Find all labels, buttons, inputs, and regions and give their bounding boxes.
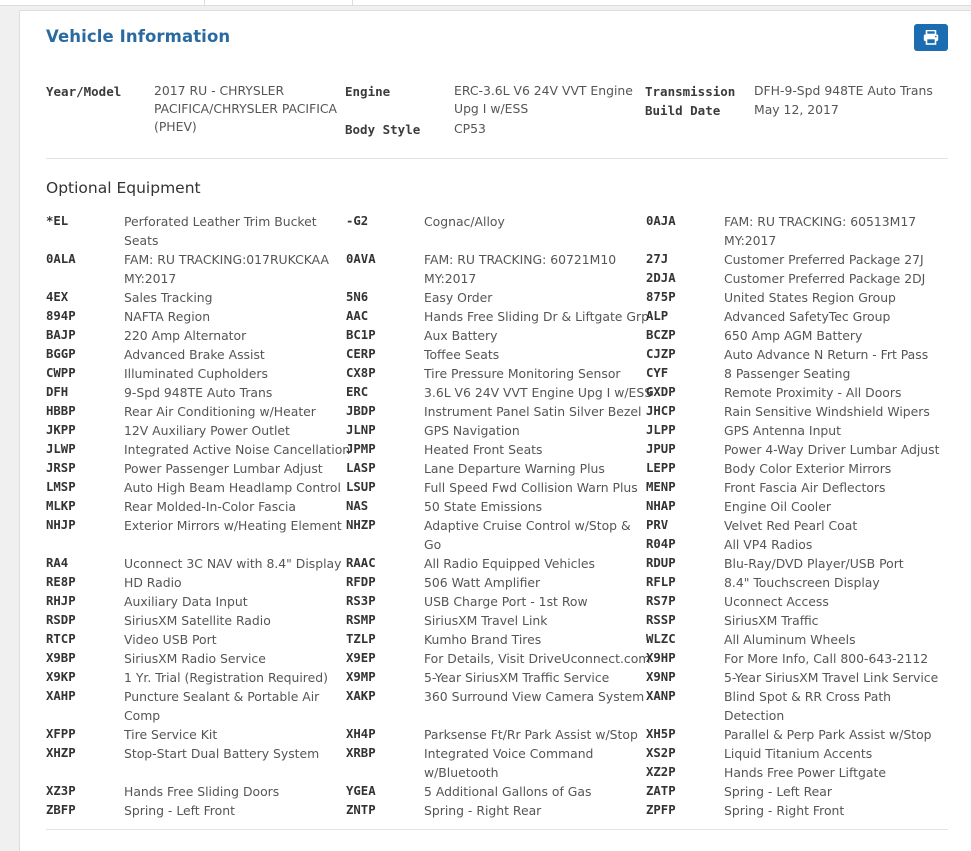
equipment-code: 894P xyxy=(46,309,76,323)
year-model-line: (PHEV) xyxy=(154,119,197,134)
equipment-code: LMSP xyxy=(46,480,76,494)
equipment-code: LASP xyxy=(346,461,376,475)
equipment-code: JLNP xyxy=(346,423,376,437)
divider xyxy=(46,158,948,159)
equipment-code: RE8P xyxy=(46,575,76,589)
equipment-code: 0AJA xyxy=(646,214,676,228)
equipment-code: ERC xyxy=(346,385,369,399)
top-divider xyxy=(352,0,353,5)
top-divider xyxy=(204,0,205,5)
engine-label: Engine xyxy=(345,84,391,99)
equipment-code: RSMP xyxy=(346,613,376,627)
equipment-code: BCZP xyxy=(646,328,676,342)
equipment-description: Comp xyxy=(124,708,161,723)
equipment-code: RSDP xyxy=(46,613,76,627)
equipment-description: All Aluminum Wheels xyxy=(724,632,856,647)
equipment-description: Spring - Left Front xyxy=(124,803,235,818)
build-date-value: May 12, 2017 xyxy=(754,102,839,117)
equipment-description: 5-Year SiriusXM Travel Link Service xyxy=(724,670,939,685)
equipment-description: Advanced Brake Assist xyxy=(124,347,265,362)
equipment-description: Spring - Right Front xyxy=(724,803,845,818)
equipment-description: Rain Sensitive Windshield Wipers xyxy=(724,404,930,419)
equipment-code: WLZC xyxy=(646,632,676,646)
equipment-code: BC1P xyxy=(346,328,376,342)
equipment-description: Adaptive Cruise Control w/Stop & xyxy=(424,518,631,533)
equipment-description: Full Speed Fwd Collision Warn Plus xyxy=(424,480,638,495)
equipment-description: FAM: RU TRACKING: 60513M17 xyxy=(724,214,917,229)
equipment-code: 0ALA xyxy=(46,252,76,266)
body-style-label: Body Style xyxy=(345,122,421,137)
year-model-value xyxy=(154,82,337,136)
equipment-description: Uconnect 3C NAV with 8.4" Display xyxy=(124,556,342,571)
equipment-code: YGEA xyxy=(346,784,376,798)
equipment-code: DFH xyxy=(46,385,69,399)
equipment-code: ZNTP xyxy=(346,803,376,817)
equipment-description: Integrated Active Noise Cancellation xyxy=(124,442,351,457)
equipment-description: Tire Pressure Monitoring Sensor xyxy=(424,366,621,381)
optional-equipment-heading: Optional Equipment xyxy=(46,179,201,197)
equipment-code: TZLP xyxy=(346,632,376,646)
year-model-line: 2017 RU - CHRYSLER xyxy=(154,83,285,98)
equipment-description: Spring - Right Rear xyxy=(424,803,542,818)
equipment-description: FAM: RU TRACKING: 60721M10 xyxy=(424,252,617,267)
engine-line: ERC-3.6L V6 24V VVT Engine xyxy=(454,83,633,98)
equipment-code: XH4P xyxy=(346,727,376,741)
top-strip xyxy=(0,0,971,6)
equipment-code: JRSP xyxy=(46,461,76,475)
equipment-code: JKPP xyxy=(46,423,76,437)
equipment-description: USB Charge Port - 1st Row xyxy=(424,594,588,609)
equipment-code: RS3P xyxy=(346,594,376,608)
equipment-code: XS2P xyxy=(646,746,676,760)
equipment-code: X9EP xyxy=(346,651,376,665)
equipment-code: XZ3P xyxy=(46,784,76,798)
equipment-description: Uconnect Access xyxy=(724,594,829,609)
equipment-code: CYF xyxy=(646,366,669,380)
year-model-line: PACIFICA/CHRYSLER PACIFICA xyxy=(154,101,337,116)
equipment-description: Blind Spot & RR Cross Path xyxy=(724,689,892,704)
equipment-code: 2DJA xyxy=(646,271,676,285)
year-model-label: Year/Model xyxy=(46,84,122,99)
equipment-description: Lane Departure Warning Plus xyxy=(424,461,605,476)
equipment-code: CJZP xyxy=(646,347,676,361)
equipment-code: -G2 xyxy=(346,214,369,228)
equipment-description: Stop-Start Dual Battery System xyxy=(124,746,320,761)
equipment-description: Remote Proximity - All Doors xyxy=(724,385,902,400)
equipment-description: Front Fascia Air Deflectors xyxy=(724,480,886,495)
equipment-description: Advanced SafetyTec Group xyxy=(724,309,891,324)
equipment-code: RFDP xyxy=(346,575,376,589)
equipment-description: 650 Amp AGM Battery xyxy=(724,328,863,343)
equipment-description: w/Bluetooth xyxy=(424,765,499,780)
equipment-code: ZBFP xyxy=(46,803,76,817)
equipment-description: For Details, Visit DriveUconnect.com xyxy=(424,651,651,666)
equipment-description: NAFTA Region xyxy=(124,309,211,324)
equipment-description: 1 Yr. Trial (Registration Required) xyxy=(124,670,328,685)
equipment-code: RSSP xyxy=(646,613,676,627)
equipment-description: Aux Battery xyxy=(424,328,498,343)
equipment-code: RHJP xyxy=(46,594,76,608)
equipment-code: X9MP xyxy=(346,670,376,684)
equipment-code: JPMP xyxy=(346,442,376,456)
equipment-description: United States Region Group xyxy=(724,290,896,305)
equipment-description: Toffee Seats xyxy=(424,347,500,362)
equipment-code: MENP xyxy=(646,480,676,494)
divider xyxy=(46,829,948,830)
equipment-code: BAJP xyxy=(46,328,76,342)
equipment-code: BGGP xyxy=(46,347,76,361)
equipment-description: Perforated Leather Trim Bucket xyxy=(124,214,317,229)
equipment-description: Liquid Titanium Accents xyxy=(724,746,873,761)
equipment-code: R04P xyxy=(646,537,676,551)
equipment-code: X9BP xyxy=(46,651,76,665)
vehicle-info-card xyxy=(19,10,971,851)
equipment-description: SiriusXM Travel Link xyxy=(424,613,548,628)
equipment-description: Velvet Red Pearl Coat xyxy=(724,518,858,533)
equipment-description: 50 State Emissions xyxy=(424,499,543,514)
equipment-description: 360 Surround View Camera System xyxy=(424,689,645,704)
equipment-code: LSUP xyxy=(346,480,376,494)
print-button[interactable] xyxy=(914,24,948,51)
equipment-description: 220 Amp Alternator xyxy=(124,328,247,343)
engine-value xyxy=(454,82,633,118)
equipment-code: X9NP xyxy=(646,670,676,684)
equipment-description: 5 Additional Gallons of Gas xyxy=(424,784,592,799)
equipment-code: XAHP xyxy=(46,689,76,703)
equipment-code: JPUP xyxy=(646,442,676,456)
printer-icon xyxy=(923,30,939,45)
equipment-code: 5N6 xyxy=(346,290,369,304)
equipment-code: CWPP xyxy=(46,366,76,380)
equipment-description: Exterior Mirrors w/Heating Element xyxy=(124,518,342,533)
equipment-description: Seats xyxy=(124,233,159,248)
equipment-code: RDUP xyxy=(646,556,676,570)
equipment-description: Go xyxy=(424,537,442,552)
equipment-code: XH5P xyxy=(646,727,676,741)
equipment-description: 12V Auxiliary Power Outlet xyxy=(124,423,290,438)
equipment-description: Customer Preferred Package 27J xyxy=(724,252,924,267)
engine-line: Upg I w/ESS xyxy=(454,101,529,116)
equipment-description: 9-Spd 948TE Auto Trans xyxy=(124,385,273,400)
build-date-label: Build Date xyxy=(645,103,721,118)
equipment-description: Engine Oil Cooler xyxy=(724,499,831,514)
equipment-code: 27J xyxy=(646,252,669,266)
page-title: Vehicle Information xyxy=(46,27,231,46)
equipment-description: HD Radio xyxy=(124,575,182,590)
equipment-code: CX8P xyxy=(346,366,376,380)
equipment-description: Rear Air Conditioning w/Heater xyxy=(124,404,316,419)
equipment-code: NHJP xyxy=(46,518,76,532)
equipment-description: Hands Free Sliding Doors xyxy=(124,784,280,799)
equipment-code: X9KP xyxy=(46,670,76,684)
equipment-code: PRV xyxy=(646,518,669,532)
equipment-description: Sales Tracking xyxy=(124,290,213,305)
equipment-code: CERP xyxy=(346,347,376,361)
equipment-description: SiriusXM Satellite Radio xyxy=(124,613,271,628)
equipment-description: Spring - Left Rear xyxy=(724,784,832,799)
equipment-code: 875P xyxy=(646,290,676,304)
equipment-description: For More Info, Call 800-643-2112 xyxy=(724,651,929,666)
equipment-code: RS7P xyxy=(646,594,676,608)
equipment-description: Hands Free Power Liftgate xyxy=(724,765,886,780)
equipment-code: XHZP xyxy=(46,746,76,760)
equipment-description: All Radio Equipped Vehicles xyxy=(424,556,595,571)
equipment-code: XFPP xyxy=(46,727,76,741)
transmission-label: Transmission xyxy=(645,84,736,99)
equipment-code: X9HP xyxy=(646,651,676,665)
equipment-code: ALP xyxy=(646,309,669,323)
equipment-code: 0AVA xyxy=(346,252,376,266)
equipment-code: JLWP xyxy=(46,442,76,456)
equipment-code: XZ2P xyxy=(646,765,676,779)
equipment-description: Kumho Brand Tires xyxy=(424,632,542,647)
equipment-code: HBBP xyxy=(46,404,76,418)
equipment-description: Body Color Exterior Mirrors xyxy=(724,461,892,476)
equipment-code: JLPP xyxy=(646,423,676,437)
body-style-value: CP53 xyxy=(454,121,486,136)
equipment-code: NHZP xyxy=(346,518,376,532)
equipment-description: Easy Order xyxy=(424,290,493,305)
equipment-description: Auto Advance N Return - Frt Pass xyxy=(724,347,929,362)
equipment-code: GXDP xyxy=(646,385,676,399)
equipment-description: 3.6L V6 24V VVT Engine Upg I w/ESS xyxy=(424,385,653,400)
equipment-code: RA4 xyxy=(46,556,69,570)
equipment-description: Power 4-Way Driver Lumbar Adjust xyxy=(724,442,940,457)
equipment-description: Blu-Ray/DVD Player/USB Port xyxy=(724,556,904,571)
equipment-description: Puncture Sealant & Portable Air xyxy=(124,689,320,704)
equipment-description: MY:2017 xyxy=(124,271,177,286)
transmission-value: DFH-9-Spd 948TE Auto Trans xyxy=(754,83,933,98)
equipment-description: FAM: RU TRACKING:017RUKCKAA xyxy=(124,252,329,267)
equipment-description: SiriusXM Radio Service xyxy=(124,651,266,666)
equipment-description: Detection xyxy=(724,708,785,723)
equipment-code: MLKP xyxy=(46,499,76,513)
equipment-description: GPS Antenna Input xyxy=(724,423,842,438)
equipment-code: LEPP xyxy=(646,461,676,475)
equipment-description: GPS Navigation xyxy=(424,423,520,438)
equipment-code: RTCP xyxy=(46,632,76,646)
equipment-description: Parallel & Perp Park Assist w/Stop xyxy=(724,727,932,742)
equipment-code: JBDP xyxy=(346,404,376,418)
equipment-description: Rear Molded-In-Color Fascia xyxy=(124,499,296,514)
equipment-description: Customer Preferred Package 2DJ xyxy=(724,271,926,286)
equipment-code: JHCP xyxy=(646,404,676,418)
equipment-code: 4EX xyxy=(46,290,69,304)
equipment-description: 8.4" Touchscreen Display xyxy=(724,575,880,590)
equipment-code: RAAC xyxy=(346,556,376,570)
equipment-code: *EL xyxy=(46,214,69,228)
equipment-description: Auxiliary Data Input xyxy=(124,594,248,609)
equipment-description: 8 Passenger Seating xyxy=(724,366,851,381)
equipment-description: Cognac/Alloy xyxy=(424,214,505,229)
equipment-code: XAKP xyxy=(346,689,376,703)
equipment-description: All VP4 Radios xyxy=(724,537,813,552)
equipment-code: XANP xyxy=(646,689,676,703)
equipment-description: Parksense Ft/Rr Park Assist w/Stop xyxy=(424,727,638,742)
equipment-description: MY:2017 xyxy=(724,233,777,248)
equipment-description: 506 Watt Amplifier xyxy=(424,575,541,590)
equipment-code: NHAP xyxy=(646,499,676,513)
equipment-description: 5-Year SiriusXM Traffic Service xyxy=(424,670,610,685)
equipment-code: XRBP xyxy=(346,746,376,760)
equipment-description: Hands Free Sliding Dr & Liftgate Grp xyxy=(424,309,649,324)
equipment-description: Instrument Panel Satin Silver Bezel xyxy=(424,404,642,419)
equipment-description: Video USB Port xyxy=(124,632,217,647)
equipment-code: ZATP xyxy=(646,784,676,798)
equipment-code: RFLP xyxy=(646,575,676,589)
equipment-description: Auto High Beam Headlamp Control xyxy=(124,480,341,495)
equipment-code: NAS xyxy=(346,499,369,513)
equipment-description: Integrated Voice Command xyxy=(424,746,594,761)
equipment-code: ZPFP xyxy=(646,803,676,817)
equipment-code: AAC xyxy=(346,309,369,323)
equipment-description: SiriusXM Traffic xyxy=(724,613,819,628)
equipment-description: Power Passenger Lumbar Adjust xyxy=(124,461,323,476)
equipment-description: Illuminated Cupholders xyxy=(124,366,268,381)
equipment-description: MY:2017 xyxy=(424,271,477,286)
equipment-description: Heated Front Seats xyxy=(424,442,543,457)
equipment-description: Tire Service Kit xyxy=(124,727,218,742)
